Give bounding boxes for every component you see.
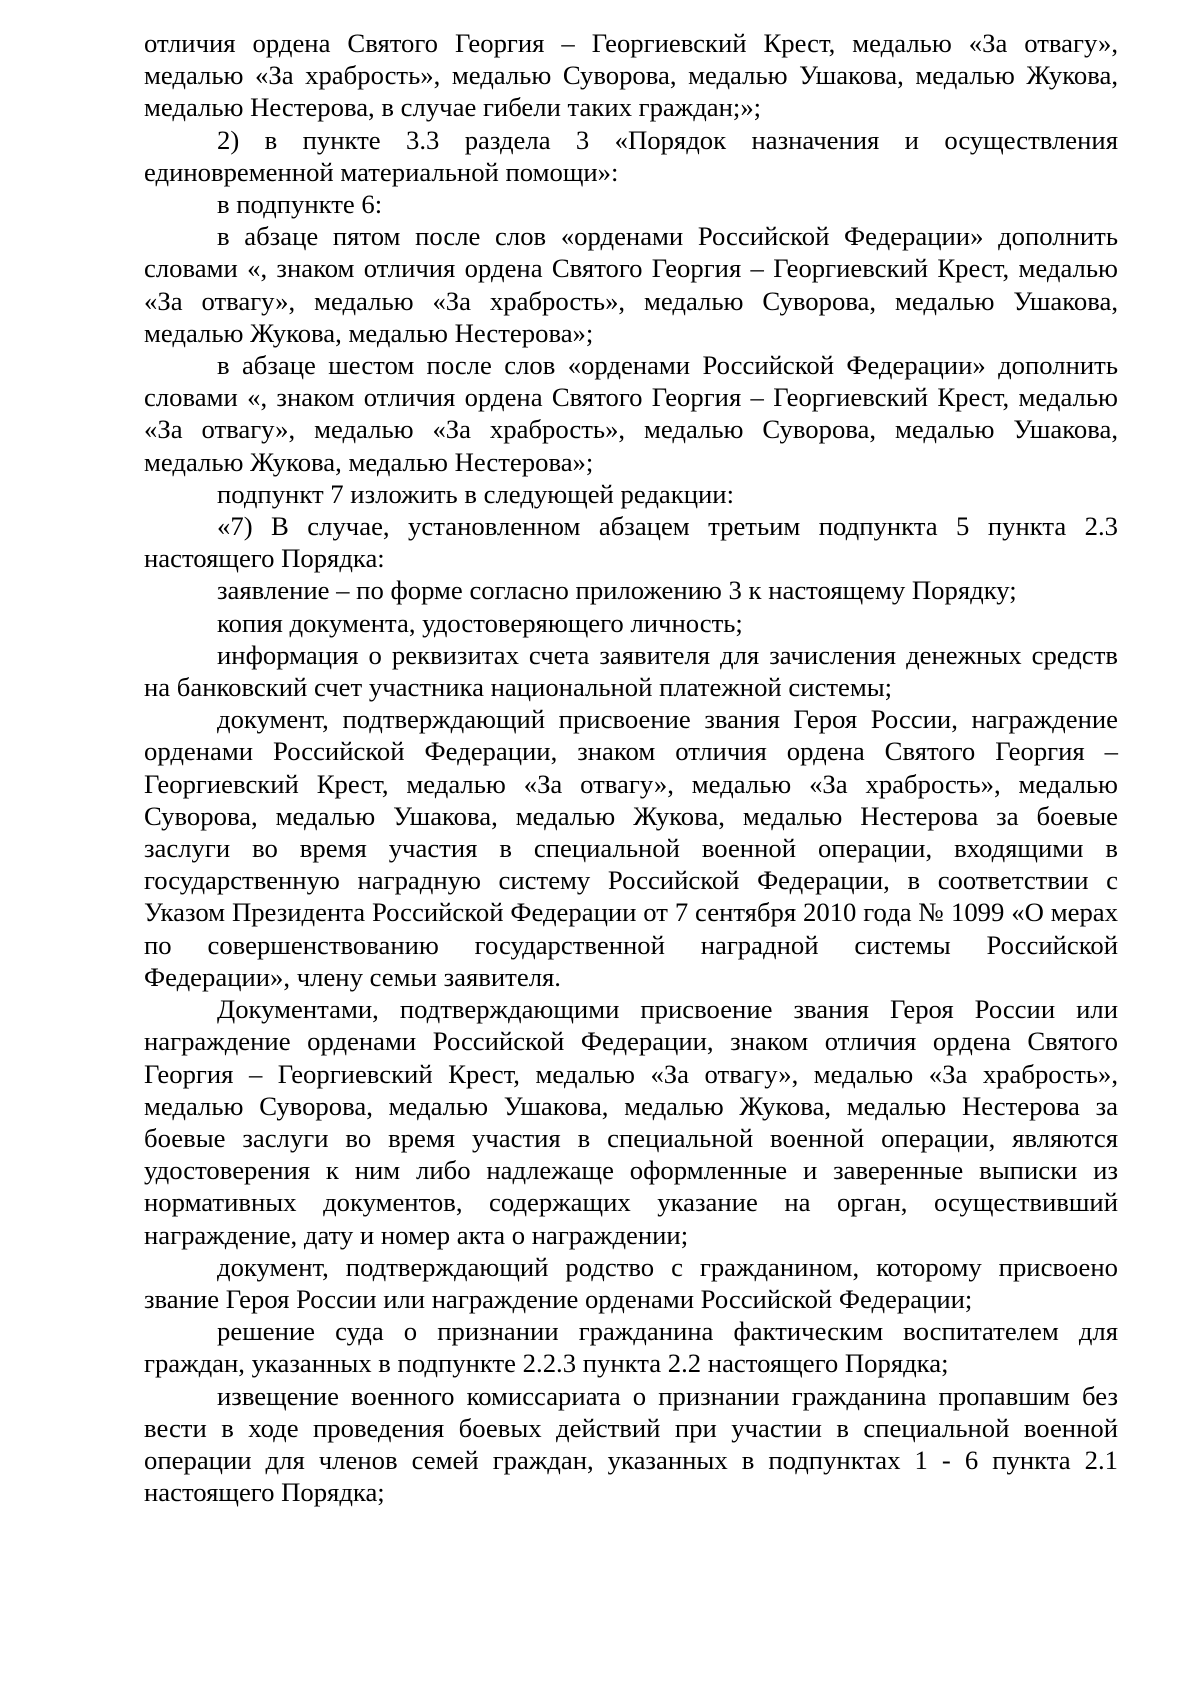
document-body [144, 27, 1118, 1508]
paragraph-subitem-7-intro: подпункт 7 изложить в следующей редакции: [217, 478, 734, 509]
paragraph-court-decision: решение суда о признании гражданина фактическим воспитателем для граждан, указанных в подпункте 2.2.3 пункта 2.2 настоящего Порядка; [144, 1316, 1118, 1379]
paragraph-abzac-5: в абзаце пятом после слов «орденами Российской Федерации» дополнить словами «, знаком отличия ордена Святого Георгия – Георгиевский Крест, медалью «За отвагу», медалью «За храбрость», медалью Суворова, медалью Ушакова, медалью Жукова, медалью Нестерова»; [144, 221, 1118, 348]
paragraph-application: заявление – по форме согласно приложению 3 к настоящему Порядку; [217, 575, 1017, 606]
paragraph-item-2: 2) в пункте 3.3 раздела 3 «Порядок назначения и осуществления единовременной материальной помощи»: [144, 124, 1118, 187]
paragraph-award-document: документ, подтверждающий присвоение звания Героя России, награждение орденами Российской Федерации, знаком отличия ордена Святого Георгия – Георгиевский Крест, медалью «За отвагу», медалью «За храбрость», медалью Суворова, медалью Ушакова, медалью Жукова, медалью Нестерова за боевые заслуги во время участия в специальной военной операции, входящими в государственную наградную систему Российской Федерации, в соответствии с Указом Президента Российской Федерации от 7 сентября 2010 года № 1099 «О мерах по совершенствованию государственной наградной системы Российской Федерации», члену семьи заявителя. [144, 704, 1118, 992]
paragraph-subitem-7-text: «7) В случае, установленном абзацем третьим подпункта 5 пункта 2.3 настоящего Порядка: [144, 511, 1118, 574]
paragraph-id-copy: копия документа, удостоверяющего личность; [217, 607, 743, 638]
paragraph-bank-details: информация о реквизитах счета заявителя для зачисления денежных средств на банковский счет участника национальной платежной системы; [144, 639, 1118, 703]
paragraph-abzac-6: в абзаце шестом после слов «орденами Российской Федерации» дополнить словами «, знаком отличия ордена Святого Георгия – Георгиевский Крест, медалью «За отвагу», медалью «За храбрость», медалью Суворова, медалью Ушакова, медалью Жукова, медалью Нестерова»; [144, 350, 1118, 477]
paragraph-continuation: отличия ордена Святого Георгия – Георгиевский Крест, медалью «За отвагу», медалью «За храбрость», медалью Суворова, медалью Ушакова, медалью Жукова, медалью Нестерова, в случае гибели таких граждан;»; [144, 28, 1118, 123]
paragraph-award-proof: Документами, подтверждающими присвоение звания Героя России или награждение орденами Российской Федерации, знаком отличия ордена Святого Георгия – Георгиевский Крест, медалью «За отвагу», медалью «За храбрость», медалью Суворова, медалью Ушакова, медалью Жукова, медалью Нестерова за боевые заслуги во время участия в специальной военной операции, являются удостоверения к ним либо надлежаще оформленные и заверенные выписки из нормативных документов, содержащих указание на орган, осуществивший награждение, дату и номер акта о награждении; [144, 994, 1118, 1250]
paragraph-military-notice: извещение военного комиссариата о признании гражданина пропавшим без вести в ходе проведения боевых действий при участии в специальной военной операции для членов семей граждан, указанных в подпунктах 1 - 6 пункта 2.1 настоящего Порядка; [144, 1380, 1118, 1508]
paragraph-subitem-6: в подпункте 6: [217, 189, 383, 220]
paragraph-kinship-document: документ, подтверждающий родство с гражданином, которому присвоено звание Героя России или награждение орденами Российской Федерации; [144, 1251, 1118, 1314]
